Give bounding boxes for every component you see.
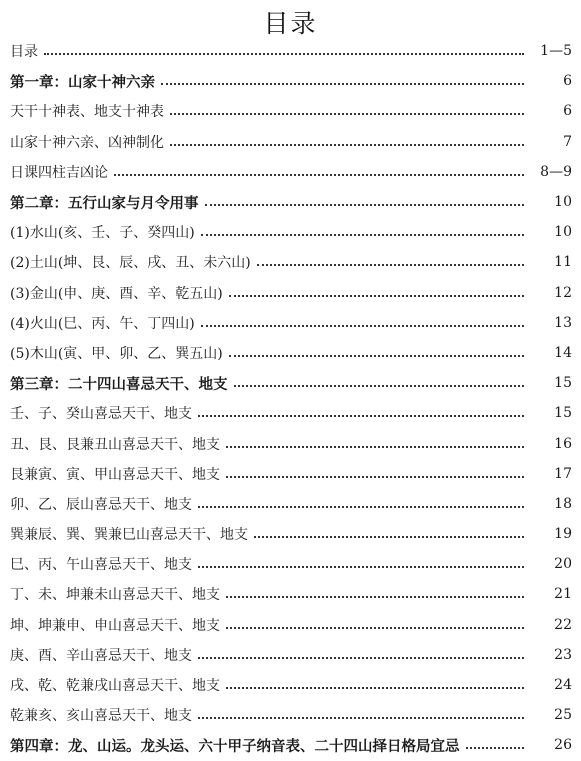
toc-entry-label: 戌、乾、乾兼戌山喜忌天干、地支	[10, 678, 220, 695]
toc-entry[interactable]	[10, 217, 572, 247]
dot-leader	[201, 311, 524, 327]
toc-entry[interactable]	[10, 640, 572, 670]
toc-entry-label: 丑、艮、艮兼丑山喜忌天干、地支	[10, 436, 220, 453]
toc-entry-label: 第一章：山家十神六亲	[10, 73, 155, 91]
toc-entry-page: 19	[554, 526, 572, 543]
toc-entry-label: 巳、丙、午山喜忌天干、地支	[10, 557, 192, 574]
toc-entry-page: 18	[554, 495, 572, 512]
dot-leader	[161, 69, 524, 85]
toc-entry[interactable]	[10, 278, 572, 308]
dot-leader	[226, 582, 524, 598]
toc-entry-label: (2)土山(坤、艮、辰、戌、丑、未六山)	[10, 255, 251, 272]
toc-entry-page: 7	[563, 133, 572, 150]
toc-entry-page: 11	[554, 254, 572, 271]
toc-entry[interactable]	[10, 127, 572, 157]
dot-leader	[198, 401, 524, 417]
toc-entry[interactable]	[10, 96, 572, 126]
toc-entry-label: 目录	[10, 44, 38, 61]
toc-entry-label: 壬、子、癸山喜忌天干、地支	[10, 406, 192, 423]
dot-leader	[170, 99, 524, 115]
toc-entry-page: 12	[554, 284, 572, 301]
toc-entry-page: 15	[554, 405, 572, 422]
toc-chapter-heading[interactable]	[10, 187, 572, 217]
toc-entry-page: 6	[563, 73, 572, 90]
toc-entry[interactable]	[10, 610, 572, 640]
toc-entry[interactable]	[10, 157, 572, 187]
dot-leader	[234, 371, 525, 387]
dot-leader	[254, 522, 524, 538]
toc-entry-page: 20	[554, 556, 572, 573]
toc-entry[interactable]	[10, 670, 572, 700]
toc-entry[interactable]	[10, 338, 572, 368]
toc-entry-label: 丁、未、坤兼未山喜忌天干、地支	[10, 587, 220, 604]
dot-leader	[170, 130, 524, 146]
toc-entry-page: 8—9	[540, 163, 572, 180]
toc-entry-page: 26	[554, 737, 572, 754]
toc-entry-label: (1)水山(亥、壬、子、癸四山)	[10, 225, 195, 242]
toc-entry-label: 艮兼寅、寅、甲山喜忌天干、地支	[10, 466, 220, 483]
toc-entry[interactable]	[10, 700, 572, 730]
dot-leader	[229, 341, 524, 357]
dot-leader	[226, 432, 524, 448]
toc-entry-label: 第三章：二十四山喜忌天干、地支	[10, 375, 228, 393]
toc-entry-label: 第四章：龙、山运。龙头运、六十甲子纳音表、二十四山择日格局宜忌	[10, 737, 460, 755]
dot-leader	[198, 643, 524, 659]
toc-chapter-heading[interactable]	[10, 368, 572, 398]
toc-entry-page: 13	[554, 314, 572, 331]
toc-entry-page: 1—5	[540, 43, 572, 60]
dot-leader	[257, 250, 524, 266]
toc-entry-page: 25	[554, 707, 572, 724]
toc-entry-label: 卯、乙、辰山喜忌天干、地支	[10, 496, 192, 513]
toc-entry[interactable]	[10, 428, 572, 458]
toc-entry[interactable]	[10, 308, 572, 338]
toc-entry[interactable]	[10, 579, 572, 609]
toc-entry[interactable]	[10, 247, 572, 277]
toc-entry-page: 22	[554, 616, 572, 633]
dot-leader	[198, 703, 524, 719]
toc-entry-label: 庚、酉、辛山喜忌天干、地支	[10, 647, 192, 664]
toc-entry-label: 山家十神六亲、凶神制化	[10, 134, 164, 151]
toc-entry-page: 10	[554, 194, 572, 211]
toc-entry-label: (4)火山(巳、丙、午、丁四山)	[10, 315, 195, 332]
page-title: 目录	[263, 9, 318, 38]
dot-leader	[229, 281, 524, 297]
dot-leader	[226, 462, 524, 478]
toc-entry-label: (3)金山(申、庚、酉、辛、乾五山)	[10, 285, 223, 302]
toc-entry-page: 23	[554, 646, 572, 663]
toc-entry[interactable]	[10, 398, 572, 428]
dot-leader	[114, 160, 524, 176]
toc-entry[interactable]	[10, 459, 572, 489]
toc-entry-page: 14	[554, 344, 572, 361]
dot-leader	[466, 733, 525, 749]
toc-entry[interactable]	[10, 489, 572, 519]
dot-leader	[205, 190, 525, 206]
toc-entry-label: 天干十神表、地支十神表	[10, 104, 164, 121]
dot-leader	[198, 552, 524, 568]
toc-chapter-heading[interactable]	[10, 730, 572, 760]
toc-entry-page: 6	[563, 103, 572, 120]
toc-entry[interactable]	[10, 549, 572, 579]
toc-entry[interactable]	[10, 519, 572, 549]
dot-leader	[201, 220, 524, 236]
toc-entry-page: 15	[554, 375, 572, 392]
toc-entry-label: 巽兼辰、巽、巽兼巳山喜忌天干、地支	[10, 527, 248, 544]
toc-entry-page: 21	[554, 586, 572, 603]
toc-entry[interactable]	[10, 36, 572, 66]
dot-leader	[226, 673, 524, 689]
toc-entry-page: 10	[554, 224, 572, 241]
dot-leader	[226, 613, 524, 629]
dot-leader	[198, 492, 524, 508]
toc-chapter-heading[interactable]	[10, 66, 572, 96]
toc-entry-label: 日课四柱吉凶论	[10, 164, 108, 181]
toc-entry-page: 17	[554, 465, 572, 482]
toc-entry-page: 16	[554, 435, 572, 452]
table-of-contents	[10, 36, 572, 761]
toc-entry-label: 乾兼亥、亥山喜忌天干、地支	[10, 708, 192, 725]
toc-entry-page: 24	[554, 677, 572, 694]
toc-entry-label: 第二章：五行山家与月令用事	[10, 194, 199, 212]
toc-entry-label: (5)木山(寅、甲、卯、乙、巽五山)	[10, 345, 223, 362]
dot-leader	[44, 39, 524, 55]
toc-entry-label: 坤、坤兼申、申山喜忌天干、地支	[10, 617, 220, 634]
